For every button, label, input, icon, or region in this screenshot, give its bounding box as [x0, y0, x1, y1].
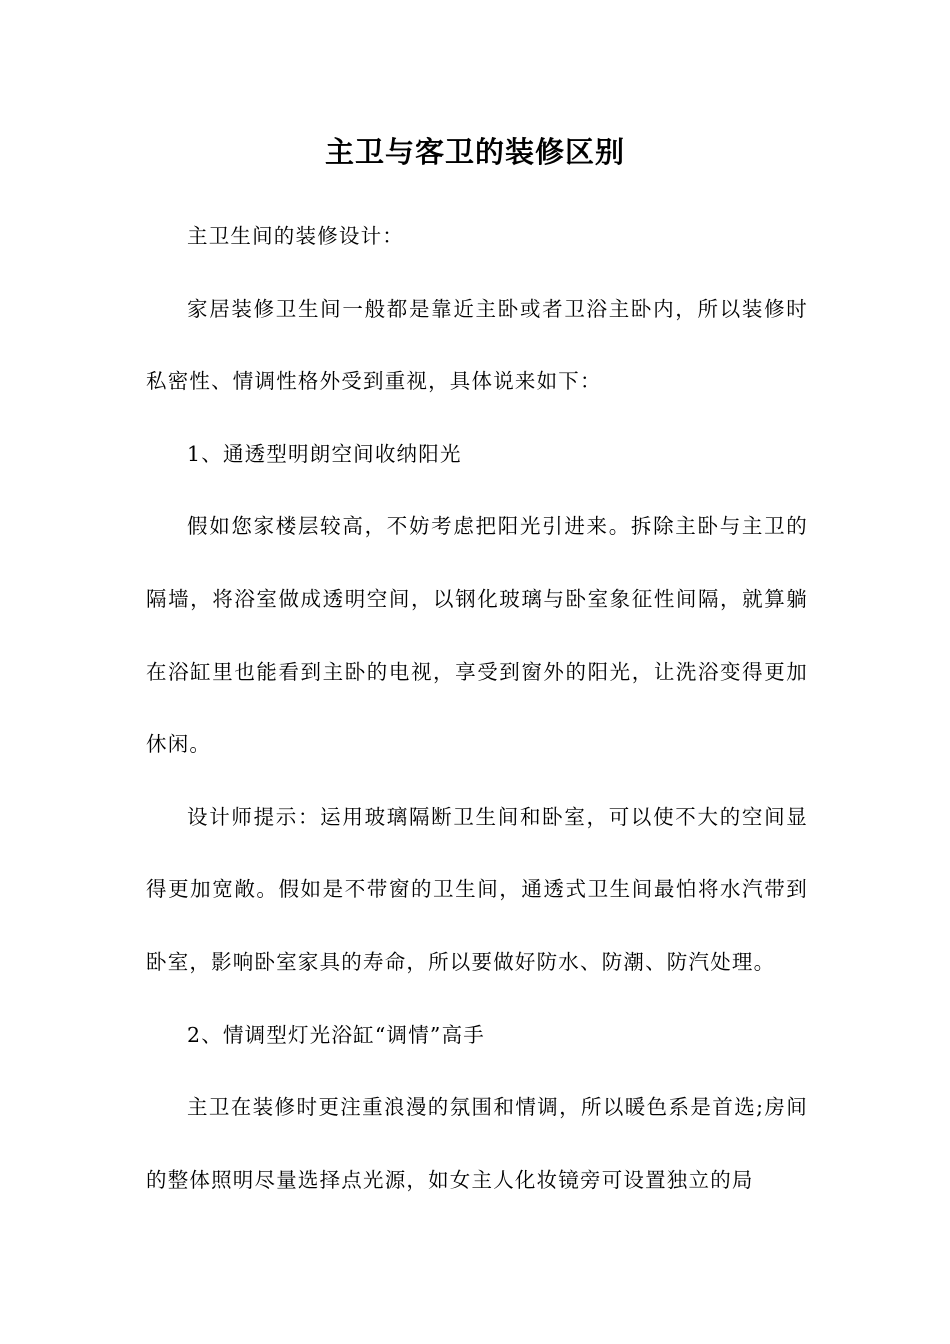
paragraph-intro: 家居装修卫生间一般都是靠近主卧或者卫浴主卧内，所以装修时私密性、情调性格外受到重视，具体说来如下： [146, 296, 808, 394]
paragraph-section-2-heading: 2、情调型灯光浴缸“调情”高手 [187, 1022, 486, 1047]
paragraph-section-2-body: 主卫在装修时更注重浪漫的氛围和情调，所以暖色系是首选;房间的整体照明尽量选择点光源，如女主人化妆镜旁可设置独立的局 [146, 1095, 808, 1192]
paragraph-heading-master-bath: 主卫生间的装修设计： [187, 224, 404, 248]
document-title: 主卫与客卫的装修区别 [324, 135, 625, 169]
paragraph-designer-tip: 设计师提示：运用玻璃隔断卫生间和卧室，可以使不大的空间显得更加宽敞。假如是不带窗的卫生间，通透式卫生间最怕将水汽带到卧室，影响卧室家具的寿命，所以要做好防水、防潮、防汽处理。 [146, 804, 808, 974]
document-body [146, 200, 808, 1216]
paragraph-section-1-heading: 1、通透型明朗空间收纳阳光 [187, 441, 462, 466]
paragraph-section-1-body: 假如您家楼层较高，不妨考虑把阳光引进来。拆除主卧与主卫的隔墙，将浴室做成透明空间，以钢化玻璃与卧室象征性间隔，就算躺在浴缸里也能看到主卧的电视，享受到窗外的阳光，让洗浴变得更加休闲。 [146, 514, 808, 757]
